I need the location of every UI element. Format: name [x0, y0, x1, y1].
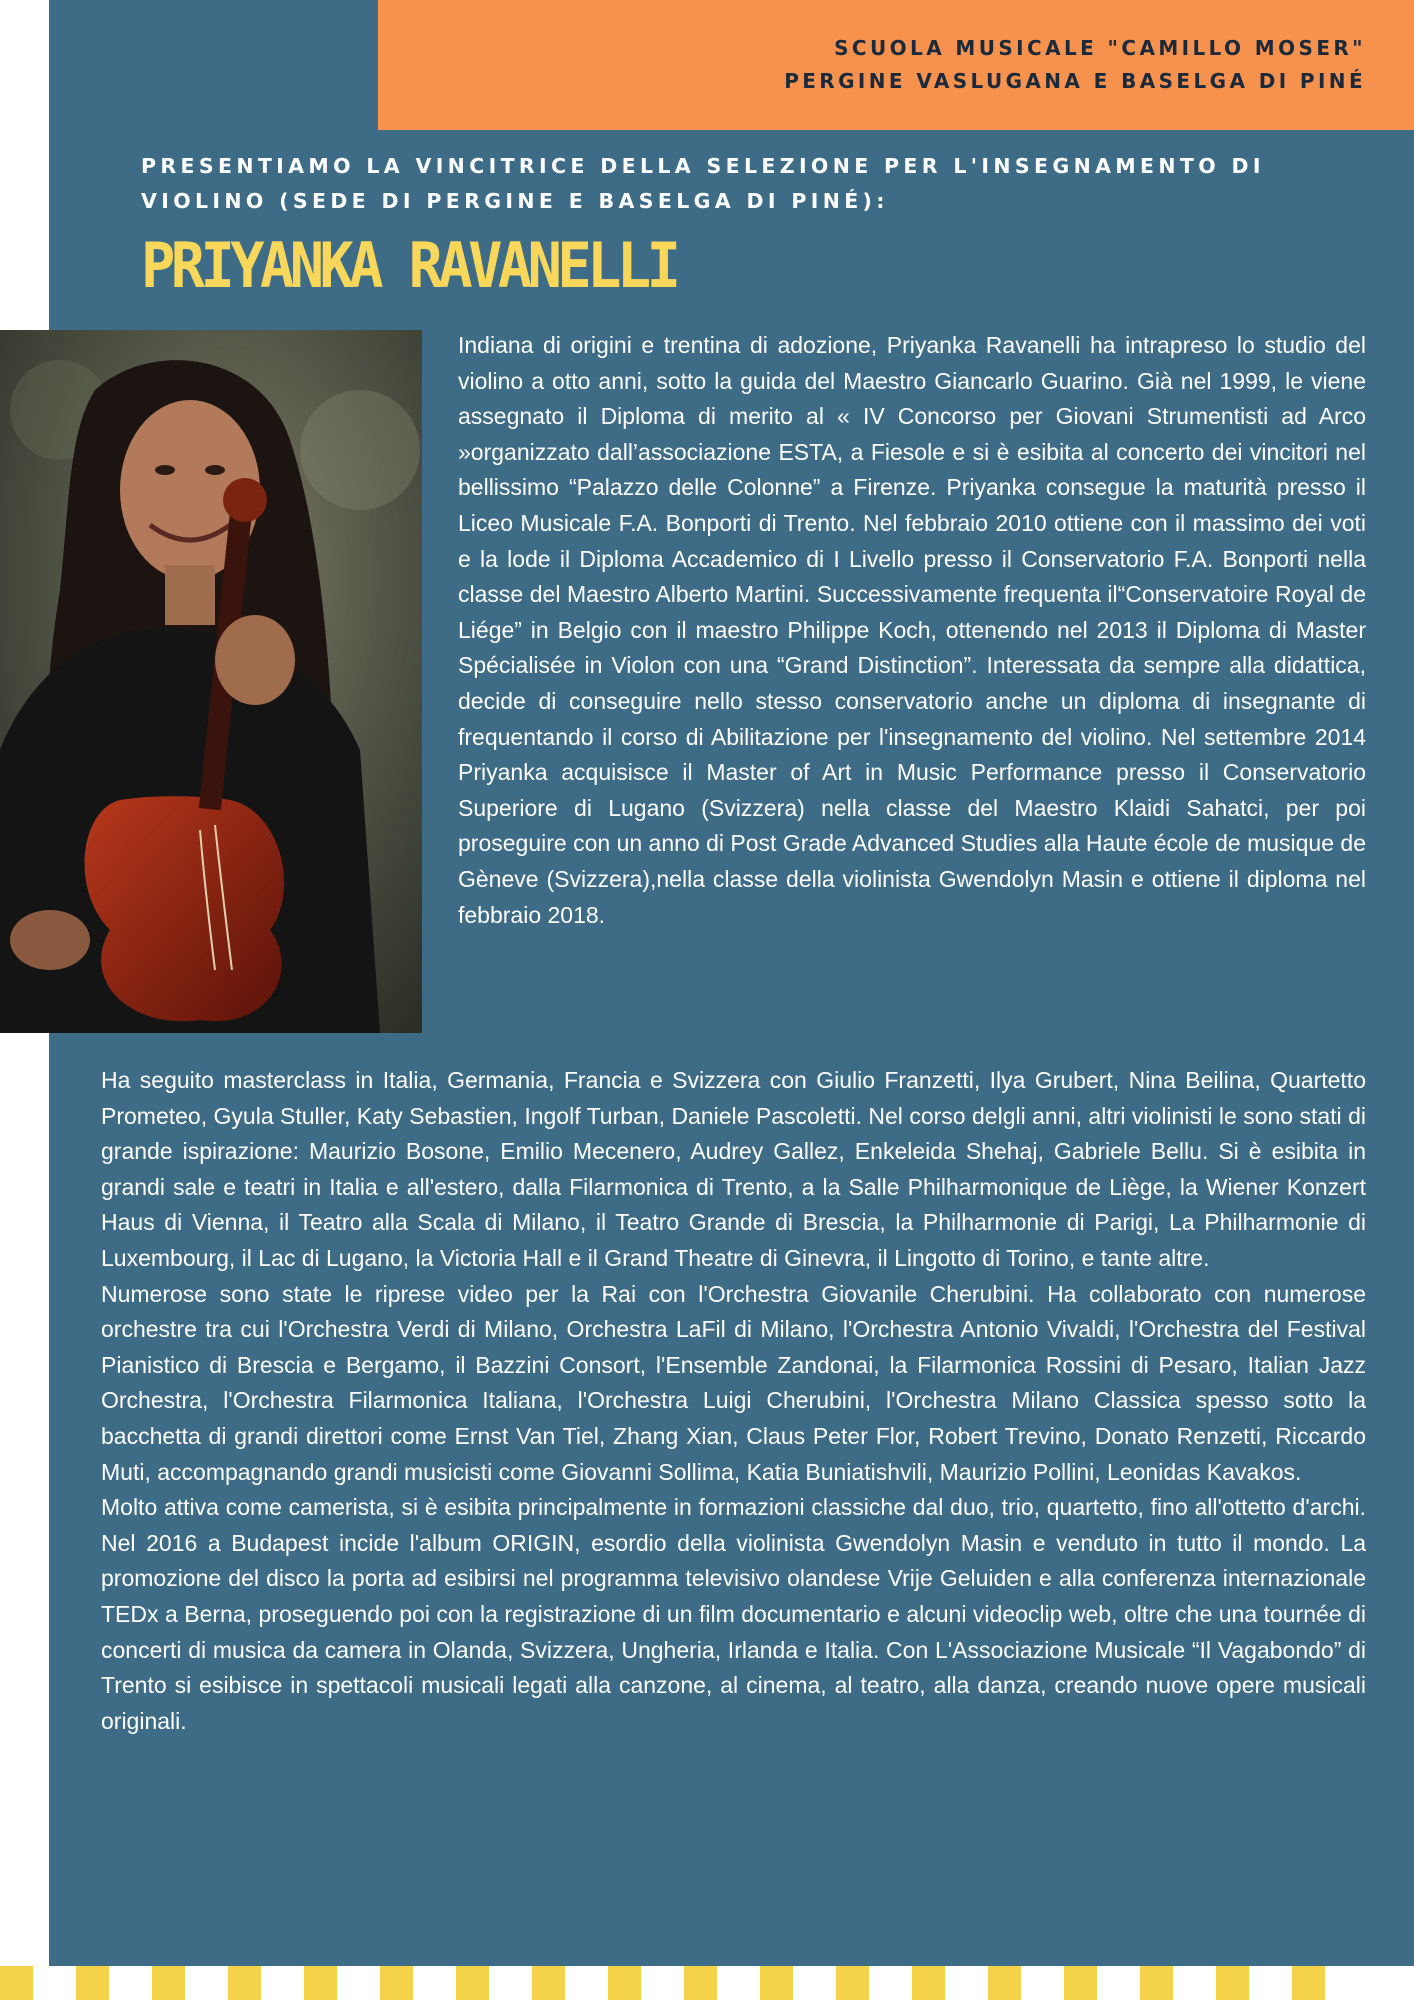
strip-dash [684, 1966, 717, 2000]
portrait-photo [0, 330, 422, 1033]
bio-paragraph-3: Numerose sono state le riprese video per la Rai con l'Orchestra Giovanile Cherubini. Ha collaborato con numerose orchestre tra cui l'Orchestra Verdi di Milano, Orchestra LaFil di Milano, l'Orchestra Antonio Vivaldi, l'Orchestra del Festival Pianistico di Brescia e Bergamo, il Bazzini Consort, l'Ensemble Zandonai, la Filarmonica Rossini di Pesaro, Italian Jazz Orchestra, l'Orchestra Filarmonica Italiana, l'Orchestra Luigi Cherubini, l'Orchestra Milano Classica spesso sotto la bacchetta di grandi direttori come Ernst Van Tiel, Zhang Xian, Claus Peter Flor, Robert Trevino, Donato Renzetti, Riccardo Muti, accompagnando grandi musicisti come Giovanni Sollima, Katia Buniatishvili, Maurizio Pollini, Leonidas Kavakos. [101, 1280, 1366, 1485]
strip-dash [228, 1966, 261, 2000]
strip-dash [1216, 1966, 1249, 2000]
strip-dash [76, 1966, 109, 2000]
school-name-line2: PERGINE VASLUGANA E BASELGA DI PINÉ [784, 69, 1366, 93]
strip-dash [836, 1966, 869, 2000]
bio-paragraph-4: Molto attiva come camerista, si è esibita principalmente in formazioni classiche dal duo, trio, quartetto, fino all'ottetto d'archi. Nel 2016 a Budapest incide l'album ORIGIN, esordio della violinista Gwendolyn Masin e venduto in tutto il mondo. La promozione del disco la porta ad esibirsi nel programma televisivo olandese Vrije Geluiden e alla conferenza internazionale TEDx a Berna, proseguendo poi con la registrazione di un film documentario e alcuni videoclip web, oltre che una tournée di concerti di musica da camera in Olanda, Svizzera, Ungheria, Irlanda e Italia. Con L'Associazione Musicale “Il Vagabondo” di Trento si esibisce in spettacoli musicali legati alla canzone, al cinema, al teatro, alla danza, creando nuove opere musicali originali. [101, 1494, 1366, 1734]
strip-dash [988, 1966, 1021, 2000]
strip-dash [152, 1966, 185, 2000]
strip-dash [0, 1966, 33, 2000]
strip-dash [456, 1966, 489, 2000]
bio-paragraph-1: Indiana di origini e trentina di adozione, Priyanka Ravanelli ha intrapreso lo studio del violino a otto anni, sotto la guida del Maestro Giancarlo Guarino. Già nel 1999, le viene assegnato il Diploma di merito al « IV Concorso per Giovani Strumentisti ad Arco »organizzato dall’associazione ESTA, a Fiesole e si è esibita al concerto dei vincitori nel bellissimo “Palazzo delle Colonne” a Firenze. Priyanka consegue la maturità presso il Liceo Musicale F.A. Bonporti di Trento. Nel febbraio 2010 ottiene con il massimo dei voti e la lode il Diploma Accademico di I Livello presso il Conservatorio F.A. Bonporti nella classe del Maestro Alberto Martini. Successivamente frequenta il“Conservatoire Royal de Liége” in Belgio con il maestro Philippe Koch, ottenendo nel 2013 il Diploma di Master Spécialisée in Violon con una “Grand Distinction”. Interessata da sempre alla didattica, decide di conseguire nello stesso conservatorio anche un diploma di insegnante di frequentando il corso di Abilitazione per l'insegnamento del violino. Nel settembre 2014 Priyanka acquisisce il Master of Art in Music Performance presso il Conservatorio Superiore di Lugano (Svizzera) nella classe del Maestro Klaidi Sahatci, per poi proseguire con un anno di Post Grade Advanced Studies alla Haute école de musique de Gèneve (Svizzera),nella classe della violinista Gwendolyn Masin e ottiene il diploma nel febbraio 2018. [458, 332, 1366, 928]
strip-dash [1064, 1966, 1097, 2000]
bio-main [101, 1063, 1366, 1739]
strip-dash [380, 1966, 413, 2000]
school-name [784, 32, 1366, 98]
strip-dash [608, 1966, 641, 2000]
intro-heading [141, 149, 1364, 219]
bio-paragraph-2: Ha seguito masterclass in Italia, Germania, Francia e Svizzera con Giulio Franzetti, Ilya Grubert, Nina Beilina, Quartetto Prometeo, Gyula Stuller, Katy Sebastien, Ingolf Turban, Daniele Pascoletti. Nel corso delgli anni, altri violinisti le sono stati di grande ispirazione: Maurizio Bosone, Emilio Mecenero, Audrey Gallez, Enkeleida Shehaj, Gabriele Bellu. Si è esibita in grandi sale e teatri in Italia e all'estero, dalla Filarmonica di Trento, a la Salle Philharmonique de Liège, la Wiener Konzert Haus di Vienna, il Teatro alla Scala di Milano, il Teatro Grande di Brescia, la Philharmonie di Parigi, La Philharmonie di Luxembourg, il Lac di Lugano, la Victoria Hall e il Grand Theatre di Ginevra, il Lingotto di Torino, e tante altre. [101, 1067, 1366, 1271]
page-title: PRIYANKA RAVANELLI [141, 229, 677, 302]
intro-line2: VIOLINO (SEDE DI PERGINE E BASELGA DI PINÉ): [141, 189, 889, 213]
strip-dash [532, 1966, 565, 2000]
school-name-line1: SCUOLA MUSICALE "CAMILLO MOSER" [834, 36, 1366, 60]
strip-dash [912, 1966, 945, 2000]
strip-dash [760, 1966, 793, 2000]
strip-dash [304, 1966, 337, 2000]
intro-line1: PRESENTIAMO LA VINCITRICE DELLA SELEZIONE PER L'INSEGNAMENTO DI [141, 154, 1265, 178]
strip-dash [1140, 1966, 1173, 2000]
strip-dash [1292, 1966, 1325, 2000]
